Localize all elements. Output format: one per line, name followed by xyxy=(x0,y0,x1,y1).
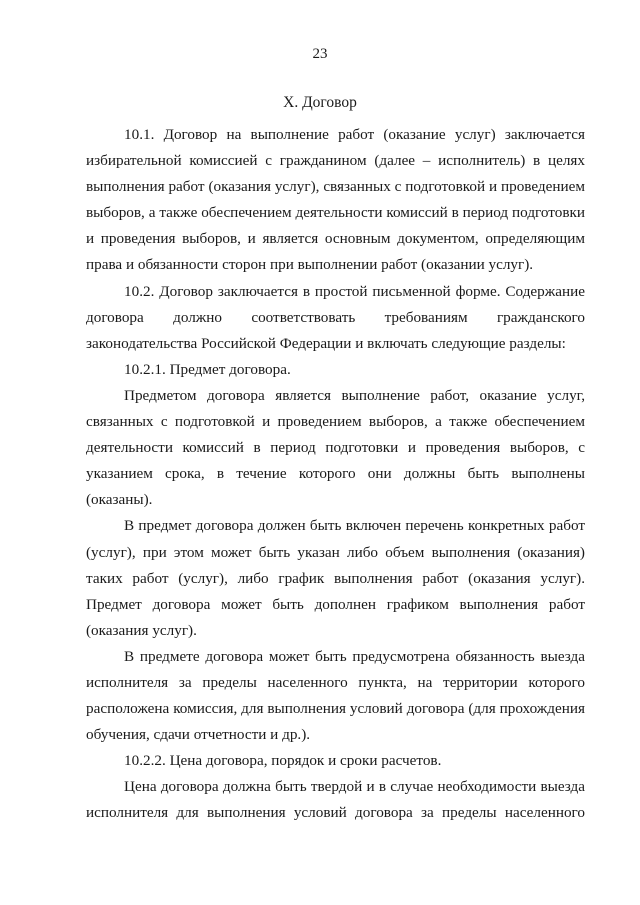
paragraph-10-2-1: 10.2.1. Предмет договора. xyxy=(124,360,291,378)
paragraph-10-2: 10.2. Договор заключается в простой письменной форме. Содержание договора должно соответствовать требованиям гражданского законодательства Российской Федерации и включать следующие разделы: xyxy=(86,282,585,352)
paragraph-subject-travel: В предмете договора может быть предусмотрена обязанность выезда исполнителя за пределы населенного пункта, на территории которого расположена комиссия, для выполнения условий договора (для прохождения обучения, сдачи отчетности и др.). xyxy=(86,647,585,744)
paragraph-subject-definition: Предметом договора является выполнение работ, оказание услуг, связанных с подготовкой и проведением выборов, а также обеспечением деятельности комиссий в период подготовки и проведения выборов, с указанием срока, в течение которого они должны быть выполнены (оказаны). xyxy=(86,386,585,509)
document-body xyxy=(86,122,585,827)
paragraph-10-1: 10.1. Договор на выполнение работ (оказание услуг) заключается избирательной комиссией с гражданином (далее – исполнитель) в целях выполнения работ (оказания услуг), связанных с подготовкой и проведением выборов, а также обеспечением деятельности комиссий в период подготовки и проведения выборов, и является основным документом, определяющим права и обязанности сторон при выполнении работ (оказании услуг). xyxy=(86,126,585,274)
paragraph-subject-list: В предмет договора должен быть включен перечень конкретных работ (услуг), при этом может быть указан либо объем выполнения (оказания) таких работ (услуг), либо график выполнения работ (оказания услуг). Предмет договора может быть дополнен графиком выполнения работ (оказания услуг). xyxy=(86,517,585,639)
paragraph-price: Цена договора должна быть твердой и в случае необходимости выезда исполнителя для выполнения условий договора за пределы населенного xyxy=(86,778,585,822)
section-heading: X. Договор xyxy=(283,94,357,111)
page-number: 23 xyxy=(312,46,328,62)
paragraph-10-2-2: 10.2.2. Цена договора, порядок и сроки расчетов. xyxy=(124,752,442,770)
